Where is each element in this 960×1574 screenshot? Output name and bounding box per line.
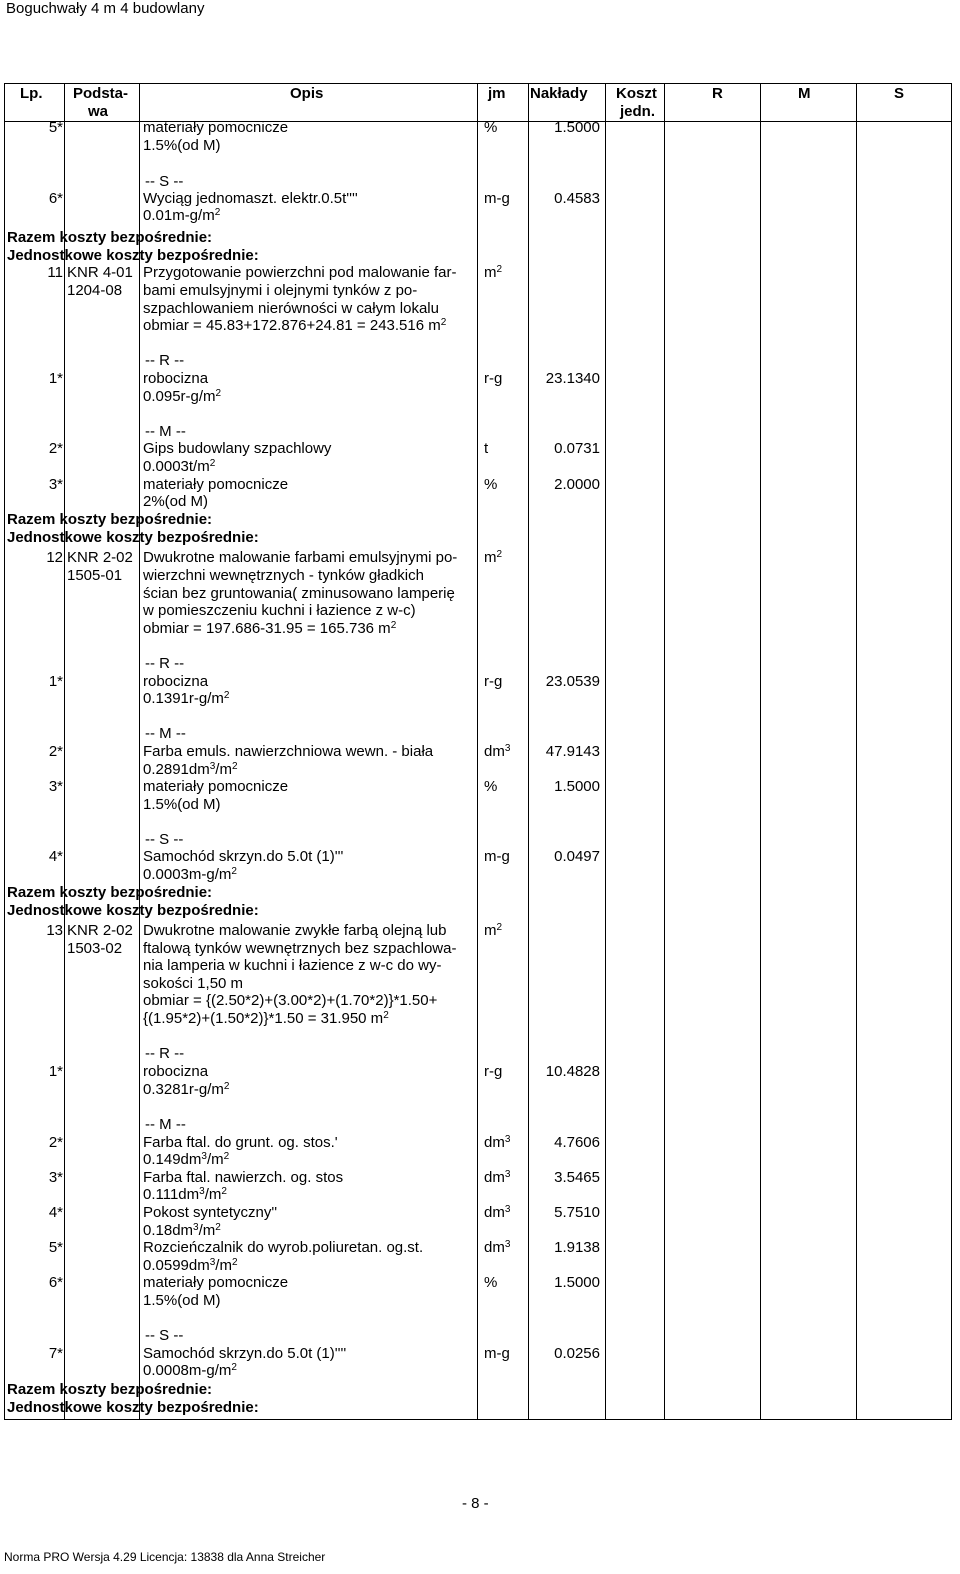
row-lp: 1*	[48, 370, 63, 387]
superscript: 2	[223, 690, 230, 701]
unit-text: m	[484, 922, 497, 939]
superscript: 2	[231, 761, 238, 772]
superscript: 2	[223, 1081, 230, 1092]
description-line	[143, 300, 439, 317]
description-line	[143, 866, 237, 883]
description-text: materiały pomocnicze	[143, 1274, 289, 1291]
superscript: 2	[221, 1186, 227, 1197]
description-line	[143, 1063, 208, 1080]
quantity: 3.5465	[554, 1169, 600, 1186]
header-r: R	[712, 85, 723, 102]
superscript: 2	[214, 207, 221, 218]
header-opis: Opis	[290, 85, 324, 102]
superscript: 3	[504, 1204, 511, 1215]
column-divider	[856, 83, 857, 1420]
description-line	[143, 1081, 229, 1098]
row-lp: 5*	[48, 1239, 63, 1256]
description-line	[143, 1362, 237, 1379]
description-text: obmiar = {(2.50*2)+(3.00*2)+(1.70*2)}*1.50+	[143, 992, 438, 1009]
unit-text: dm	[484, 743, 505, 760]
unit	[484, 1239, 510, 1256]
quantity: 4.7606	[554, 1134, 600, 1151]
description-text: Rozcieńczalnik do wyrob.poliuretan. og.st.	[143, 1239, 424, 1256]
summary-label: Jednostkowe koszty bezpośrednie:	[7, 247, 259, 264]
description-text: 0.0003t/m	[143, 458, 210, 475]
superscript: 3	[193, 1222, 199, 1233]
column-divider	[760, 83, 761, 1420]
unit-text: m-g	[484, 1345, 510, 1362]
unit	[484, 1063, 502, 1080]
quantity: 0.0256	[554, 1345, 600, 1362]
description-text: materiały pomocnicze	[143, 476, 289, 493]
description-text: 1.5%(od M)	[143, 137, 221, 154]
superscript: 2	[231, 866, 237, 877]
header-podstawa-1: Podsta-	[73, 85, 129, 102]
description-line	[143, 458, 215, 475]
description-line	[145, 655, 184, 672]
column-divider	[528, 83, 529, 1420]
description-line	[143, 778, 288, 795]
item-basis: KNR 2-02	[67, 922, 133, 939]
summary-label: Razem koszty bezpośrednie:	[7, 229, 213, 246]
unit-text: r-g	[484, 370, 503, 387]
description-text: robocizna	[143, 1063, 209, 1080]
description-line	[143, 1151, 229, 1168]
summary-label: Jednostkowe koszty bezpośrednie:	[7, 529, 259, 546]
description-line	[143, 190, 358, 207]
description-line	[143, 992, 437, 1009]
description-line	[145, 1116, 186, 1133]
quantity: 1.5000	[554, 778, 600, 795]
superscript: 3	[201, 1151, 207, 1162]
description-text: /m	[215, 761, 232, 778]
unit-text: r-g	[484, 1063, 503, 1080]
item-basis: 1204-08	[67, 282, 123, 299]
item-basis: KNR 2-02	[67, 549, 133, 566]
item-number: 11	[47, 264, 63, 281]
description-text: -- M --	[145, 423, 186, 440]
page-number: - 8 -	[462, 1495, 489, 1512]
row-lp: 4*	[48, 1204, 63, 1221]
unit	[484, 370, 502, 387]
description-line	[143, 761, 238, 778]
description-line	[143, 1010, 389, 1027]
unit-text: %	[484, 476, 498, 493]
description-text: Dwukrotne malowanie zwykłe farbą olejną lub	[143, 922, 447, 939]
unit-text: dm	[484, 1169, 505, 1186]
description-line	[143, 549, 457, 566]
superscript: 2	[215, 1222, 221, 1233]
description-text: -- R --	[145, 655, 185, 672]
description-text: Farba emuls. nawierzchniowa wewn. - biała	[143, 743, 434, 760]
superscript: 3	[199, 1186, 205, 1197]
description-text: /m	[215, 1257, 232, 1274]
column-divider	[664, 83, 665, 1420]
description-text: Dwukrotne malowanie farbami emulsyjnymi po-	[143, 549, 458, 566]
column-divider	[477, 83, 478, 1420]
description-text: szpachlowaniem nierówności w całym lokalu	[143, 300, 439, 317]
description-text: 1.5%(od M)	[143, 1292, 221, 1309]
description-text: ftalową tynków wewnętrznych bez szpachlowa-	[143, 940, 457, 957]
description-text: materiały pomocnicze	[143, 119, 289, 136]
description-text: Pokost syntetyczny''	[143, 1204, 278, 1221]
unit	[484, 476, 497, 493]
row-lp: 2*	[48, 743, 63, 760]
description-line	[143, 388, 221, 405]
description-line	[143, 673, 208, 690]
description-line	[143, 137, 221, 154]
description-text: 0.0599dm	[143, 1257, 210, 1274]
description-line	[145, 1327, 183, 1344]
header-s: S	[894, 85, 905, 102]
description-text: 0.2891dm	[143, 761, 210, 778]
superscript: 2	[209, 458, 216, 469]
row-lp: 6*	[48, 1274, 63, 1291]
unit	[484, 1274, 497, 1291]
row-lp: 5*	[48, 119, 63, 136]
description-text: /m	[198, 1222, 216, 1239]
summary-label: Jednostkowe koszty bezpośrednie:	[7, 1399, 259, 1416]
quantity: 23.0539	[545, 673, 600, 690]
description-text: sokości 1,50 m	[143, 975, 244, 992]
header-jm: jm	[488, 85, 506, 102]
quantity: 0.4583	[554, 190, 600, 207]
description-text: {(1.95*2)+(1.50*2)}*1.50 = 31.950 m	[143, 1010, 384, 1027]
description-line	[143, 585, 455, 602]
description-text: 0.149dm	[143, 1151, 202, 1168]
description-text: -- S --	[145, 173, 184, 190]
summary-label: Razem koszty bezpośrednie:	[7, 511, 213, 528]
superscript: 2	[496, 264, 503, 275]
unit	[484, 673, 502, 690]
row-lp: 3*	[48, 1169, 63, 1186]
superscript: 2	[231, 1257, 238, 1268]
unit-text: dm	[484, 1239, 505, 1256]
unit-text: %	[484, 1274, 498, 1291]
superscript: 2	[223, 1151, 230, 1162]
row-lp: 6*	[48, 190, 63, 207]
description-text: /m	[206, 1151, 224, 1168]
description-line	[145, 423, 186, 440]
description-line	[143, 957, 441, 974]
quantity: 1.5000	[554, 1274, 600, 1291]
row-lp: 2*	[48, 440, 63, 457]
description-text: Gips budowlany szpachlowy	[143, 440, 332, 457]
description-line	[143, 1204, 277, 1221]
summary-label: Jednostkowe koszty bezpośrednie:	[7, 902, 259, 919]
description-line	[143, 476, 288, 493]
description-text: 0.1391r-g/m	[143, 690, 224, 707]
superscript: 2	[496, 922, 503, 933]
description-text: wierzchni wewnętrznych - tynków gładkich	[143, 567, 424, 584]
description-text: -- M --	[145, 725, 186, 742]
description-line	[143, 1292, 221, 1309]
description-line	[143, 440, 331, 457]
description-line	[143, 370, 208, 387]
description-text: 0.095r-g/m	[143, 388, 216, 405]
description-line	[143, 848, 343, 865]
description-line	[143, 1239, 423, 1256]
description-text: obmiar = 197.686-31.95 = 165.736 m	[143, 620, 391, 637]
description-line	[143, 922, 447, 939]
description-line	[145, 725, 186, 742]
description-line	[145, 831, 183, 848]
superscript: 3	[504, 1134, 511, 1145]
description-text: 0.0003m-g/m	[143, 866, 232, 883]
description-text: 2%(od M)	[143, 493, 209, 510]
header-koszt-2: jedn.	[620, 103, 656, 120]
description-line	[143, 690, 229, 707]
unit-text: r-g	[484, 673, 503, 690]
description-line	[143, 620, 396, 637]
quantity: 2.0000	[554, 476, 600, 493]
superscript: 3	[209, 1257, 216, 1268]
quantity: 23.1340	[545, 370, 600, 387]
description-line	[143, 1134, 338, 1151]
header-lp: Lp.	[20, 85, 43, 102]
description-line	[143, 282, 417, 299]
superscript: 3	[504, 743, 511, 754]
footer-license: Norma PRO Wersja 4.29 Licencja: 13838 dla Anna Streicher	[4, 1550, 326, 1564]
unit	[484, 848, 510, 865]
description-line	[143, 493, 208, 510]
quantity: 0.0497	[554, 848, 600, 865]
quantity: 1.5000	[554, 119, 600, 136]
unit	[484, 119, 497, 136]
superscript: 2	[231, 1362, 237, 1373]
unit	[484, 1134, 510, 1151]
superscript: 2	[215, 388, 222, 399]
description-text: Przygotowanie powierzchni pod malowanie far-	[143, 264, 457, 281]
summary-label: Razem koszty bezpośrednie:	[7, 884, 213, 901]
row-lp: 2*	[48, 1134, 63, 1151]
row-lp: 1*	[48, 673, 63, 690]
description-line	[143, 796, 221, 813]
description-text: -- M --	[145, 1116, 186, 1133]
description-line	[143, 743, 433, 760]
header-podstawa-2: wa	[88, 103, 109, 120]
row-lp: 4*	[48, 848, 63, 865]
description-text: obmiar = 45.83+172.876+24.81 = 243.516 m	[143, 317, 441, 334]
superscript: 3	[209, 761, 216, 772]
description-text: -- S --	[145, 1327, 184, 1344]
superscript: 2	[496, 549, 503, 560]
header-koszt-1: Koszt	[616, 85, 657, 102]
description-text: 1.5%(od M)	[143, 796, 221, 813]
header-naklady: Nakłady	[530, 85, 588, 102]
row-lp: 3*	[48, 778, 63, 795]
column-divider	[139, 83, 140, 1420]
header-m: M	[798, 85, 811, 102]
description-text: bami emulsyjnymi i olejnymi tynków z po-	[143, 282, 418, 299]
unit	[484, 1169, 510, 1186]
description-text: Wyciąg jednomaszt. elektr.0.5t''''	[143, 190, 358, 207]
unit-text: %	[484, 119, 498, 136]
unit	[484, 264, 502, 281]
superscript: 3	[504, 1239, 511, 1250]
description-text: robocizna	[143, 673, 209, 690]
description-text: Samochód skrzyn.do 5.0t (1)''''	[143, 1345, 347, 1362]
description-line	[145, 1045, 184, 1062]
unit-text: dm	[484, 1134, 505, 1151]
description-line	[143, 940, 456, 957]
description-text: -- S --	[145, 831, 184, 848]
unit-text: t	[484, 440, 489, 457]
description-text: 0.18dm	[143, 1222, 194, 1239]
description-text: /m	[204, 1186, 222, 1203]
item-basis: 1505-01	[67, 567, 123, 584]
quantity: 0.0731	[554, 440, 600, 457]
description-line	[145, 173, 183, 190]
unit	[484, 743, 510, 760]
description-text: 0.01m-g/m	[143, 207, 215, 224]
description-line	[143, 975, 243, 992]
superscript: 2	[383, 1010, 389, 1021]
quantity: 1.9138	[554, 1239, 600, 1256]
quantity: 47.9143	[545, 743, 600, 760]
unit-text: %	[484, 778, 498, 795]
row-lp: 7*	[48, 1345, 63, 1362]
summary-label: Razem koszty bezpośrednie:	[7, 1381, 213, 1398]
description-text: materiały pomocnicze	[143, 778, 289, 795]
unit	[484, 1345, 510, 1362]
description-text: Farba ftal. nawierzch. og. stos	[143, 1169, 344, 1186]
item-basis: 1503-02	[67, 940, 123, 957]
description-line	[145, 352, 184, 369]
unit	[484, 778, 497, 795]
item-basis: KNR 4-01	[67, 264, 133, 281]
superscript: 2	[390, 620, 397, 631]
description-text: Farba ftal. do grunt. og. stos.'	[143, 1134, 338, 1151]
quantity: 10.4828	[545, 1063, 600, 1080]
unit-text: m	[484, 549, 497, 566]
document-title: Boguchwały 4 m 4 budowlany	[6, 0, 205, 17]
description-text: 0.111dm	[143, 1186, 200, 1203]
column-divider	[605, 83, 606, 1420]
row-lp: 3*	[48, 476, 63, 493]
unit-text: m-g	[484, 848, 510, 865]
item-number: 12	[46, 549, 63, 566]
description-line	[143, 207, 220, 224]
description-line	[143, 567, 424, 584]
description-text: Samochód skrzyn.do 5.0t (1)'''	[143, 848, 344, 865]
unit-text: dm	[484, 1204, 505, 1221]
description-text: -- R --	[145, 352, 185, 369]
quantity: 5.7510	[554, 1204, 600, 1221]
description-line	[143, 1274, 288, 1291]
unit	[484, 190, 510, 207]
unit	[484, 1204, 510, 1221]
description-line	[143, 1186, 227, 1203]
item-number: 13	[46, 922, 63, 939]
description-line	[143, 317, 446, 334]
description-line	[143, 119, 288, 136]
unit	[484, 922, 502, 939]
description-line	[143, 602, 416, 619]
unit	[484, 440, 488, 457]
description-text: nia lamperia w kuchni i łazience z w-c do wy-	[143, 957, 442, 974]
unit-text: m-g	[484, 190, 510, 207]
row-lp: 1*	[48, 1063, 63, 1080]
description-line	[143, 1257, 238, 1274]
description-text: ścian bez gruntowania( zminusowano lamperię	[143, 585, 455, 602]
description-text: 0.0008m-g/m	[143, 1362, 232, 1379]
unit-text: m	[484, 264, 497, 281]
column-divider	[64, 83, 65, 1420]
unit	[484, 549, 502, 566]
description-line	[143, 1169, 343, 1186]
description-text: -- R --	[145, 1045, 185, 1062]
description-line	[143, 1222, 221, 1239]
description-line	[143, 264, 457, 281]
description-text: robocizna	[143, 370, 209, 387]
superscript: 3	[504, 1169, 511, 1180]
description-text: w pomieszczeniu kuchni i łazience z w-c)	[143, 602, 416, 619]
superscript: 2	[440, 317, 447, 328]
description-line	[143, 1345, 346, 1362]
description-text: 0.3281r-g/m	[143, 1081, 224, 1098]
